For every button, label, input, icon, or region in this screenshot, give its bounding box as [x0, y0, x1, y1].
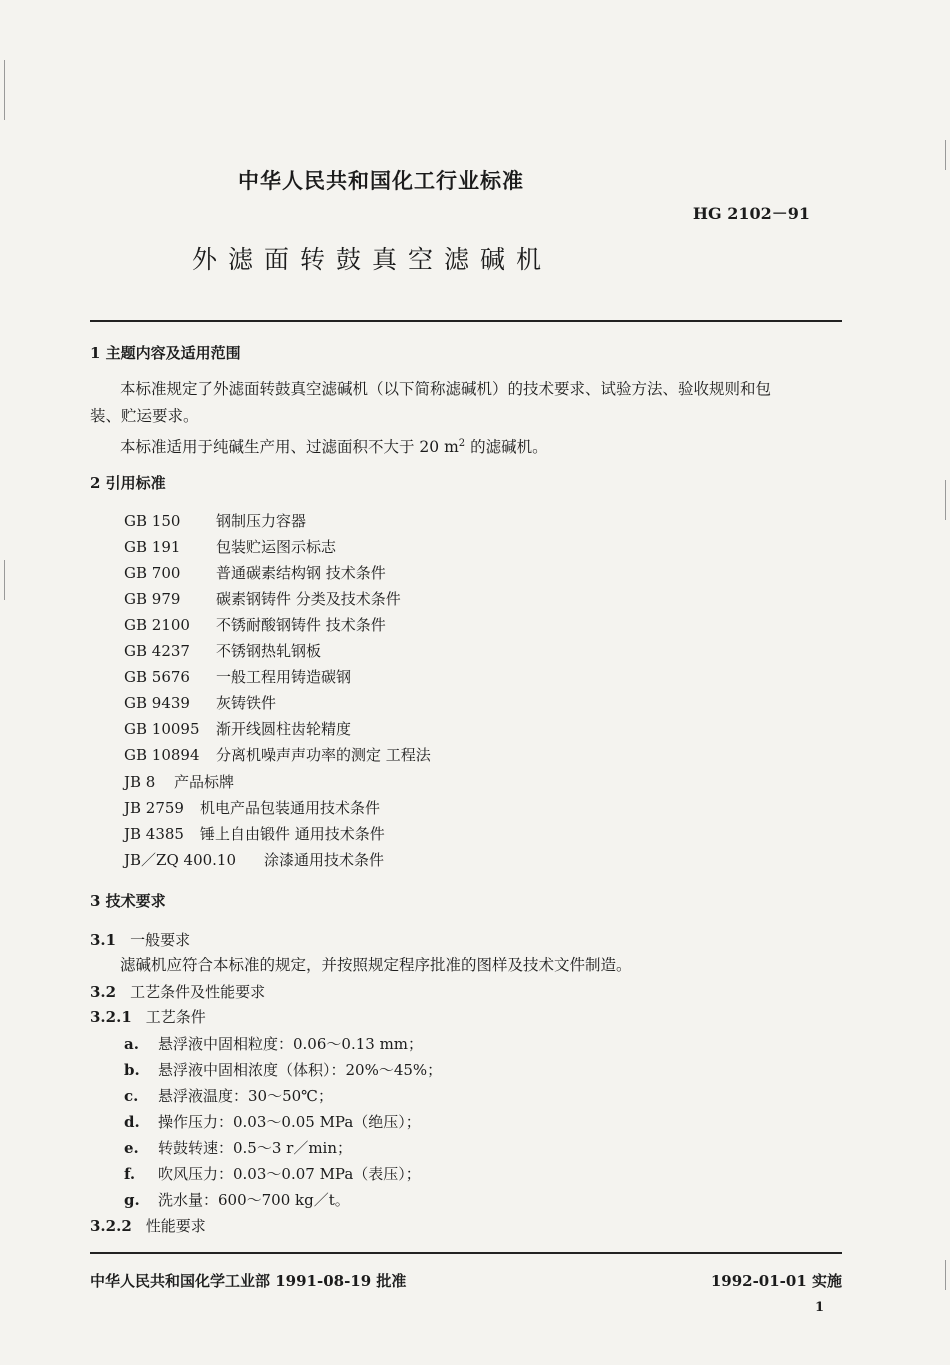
reference-code: JB／ZQ 400.10: [124, 851, 237, 869]
item-text: 洗水量：600～700 kg／t。: [158, 1191, 350, 1209]
reference-item: [124, 849, 384, 870]
item-text: 悬浮液中固相浓度（体积）：20%～45%；: [158, 1061, 443, 1079]
reference-code: GB 2100: [124, 616, 190, 634]
paragraph-2-text: 本标准适用于纯碱生产用、过滤面积不大于 20 m: [120, 438, 459, 457]
reference-code: GB 5676: [124, 668, 190, 686]
section-1-paragraph-1-line-1: 本标准规定了外滤面转鼓真空滤碱机（以下简称滤碱机）的技术要求、试验方法、验收规则和包: [120, 380, 772, 398]
reference-item: [124, 536, 336, 557]
reference-code: GB 10894: [124, 746, 200, 764]
reference-item: [124, 666, 351, 687]
reference-item: [124, 771, 234, 792]
reference-name: 一般工程用铸造碳钢: [216, 668, 352, 686]
reference-name: 产品标牌: [174, 773, 235, 791]
reference-code: GB 10095: [124, 720, 200, 738]
reference-code: GB 150: [124, 512, 181, 530]
reference-name: 灰铸铁件: [216, 694, 277, 712]
reference-name: 锤上自由锻件 通用技术条件: [200, 825, 385, 843]
scan-edge-mark: [945, 480, 946, 520]
subsection-title: 一般要求: [130, 931, 191, 949]
reference-item: [124, 744, 431, 765]
subsection-3-2-2-heading: [90, 1215, 206, 1236]
item-text: 悬浮液温度：30～50℃；: [158, 1087, 333, 1105]
reference-item: [124, 640, 321, 661]
item-label: b.: [124, 1061, 140, 1079]
item-text: 悬浮液中固相粒度：0.06～0.13 mm；: [158, 1035, 424, 1053]
item-label: c.: [124, 1087, 139, 1105]
condition-item: [124, 1033, 423, 1054]
condition-item: [124, 1085, 333, 1106]
subsection-title: 工艺条件: [145, 1008, 206, 1026]
reference-name: 机电产品包装通用技术条件: [200, 799, 381, 817]
reference-name: 不锈钢热轧钢板: [216, 642, 322, 660]
reference-item: [124, 562, 386, 583]
item-label: a.: [124, 1035, 139, 1053]
condition-item: [124, 1163, 421, 1184]
reference-item: [124, 718, 351, 739]
condition-item: [124, 1111, 421, 1132]
section-1-paragraph-1-line-2: 装、贮运要求。: [90, 407, 199, 425]
implementation-date: 1992-01-01 实施: [710, 1272, 842, 1290]
reference-name: 包装贮运图示标志: [216, 538, 337, 556]
subsection-3-2-heading: [90, 981, 265, 1002]
subsection-title: 性能要求: [145, 1217, 206, 1235]
reference-item: [124, 588, 401, 609]
item-text: 吹风压力：0.03～0.07 MPa（表压）；: [158, 1165, 421, 1183]
subsection-3-2-1-heading: [90, 1006, 206, 1027]
subsection-3-1-heading: [90, 929, 190, 950]
page-number: 1: [814, 1300, 824, 1315]
reference-name: 渐开线圆柱齿轮精度: [216, 720, 352, 738]
subsection-3-1-text: 滤碱机应符合本标准的规定，并按照规定程序批准的图样及技术文件制造。: [120, 956, 632, 974]
reference-item: [124, 823, 385, 844]
item-label: e.: [124, 1139, 139, 1157]
item-text: 转鼓转速：0.5～3 r／min；: [158, 1139, 353, 1157]
reference-code: GB 979: [124, 590, 181, 608]
scan-edge-mark: [945, 140, 946, 170]
condition-item: [124, 1137, 352, 1158]
reference-name: 钢制压力容器: [216, 512, 307, 530]
reference-item: [124, 797, 380, 818]
reference-item: [124, 510, 306, 531]
header-rule: [90, 320, 842, 322]
area-unit-superscript: 2: [458, 438, 466, 449]
reference-code: GB 191: [124, 538, 181, 556]
reference-code: JB 4385: [124, 825, 184, 843]
item-text: 操作压力：0.03～0.05 MPa（绝压）；: [158, 1113, 421, 1131]
condition-item: [124, 1059, 442, 1080]
item-label: g.: [124, 1191, 140, 1209]
subsection-number: 3.1: [90, 931, 117, 949]
section-3-title: 3 技术要求: [90, 892, 166, 910]
document-title: 外滤面转鼓真空滤碱机: [192, 245, 553, 274]
reference-name: 普通碳素结构钢 技术条件: [216, 564, 386, 582]
section-2-title: 2 引用标准: [90, 474, 166, 492]
condition-item: [124, 1189, 350, 1210]
reference-name: 碳素钢铸件 分类及技术条件: [216, 590, 401, 608]
section-1-title: 1 主题内容及适用范围: [90, 344, 241, 362]
paragraph-2-suffix: 的滤碱机。: [465, 438, 548, 457]
reference-name: 涂漆通用技术条件: [264, 851, 385, 869]
reference-item: [124, 692, 276, 713]
reference-code: JB 2759: [124, 799, 184, 817]
section-1-paragraph-2: [120, 431, 548, 460]
item-label: f.: [124, 1165, 136, 1183]
footer-rule: [90, 1252, 842, 1254]
reference-code: GB 4237: [124, 642, 190, 660]
standard-code: HG 2102－91: [692, 204, 810, 223]
item-label: d.: [124, 1113, 140, 1131]
subsection-number: 3.2.2: [90, 1217, 132, 1235]
reference-code: JB 8: [124, 773, 156, 791]
subsection-number: 3.2: [90, 983, 117, 1001]
subsection-number: 3.2.1: [90, 1008, 132, 1026]
subsection-title: 工艺条件及性能要求: [130, 983, 266, 1001]
scan-edge-mark: [4, 560, 5, 600]
standard-header: 中华人民共和国化工行业标准: [238, 168, 524, 193]
reference-code: GB 9439: [124, 694, 190, 712]
reference-name: 不锈耐酸钢铸件 技术条件: [216, 616, 386, 634]
scan-edge-mark: [945, 1260, 946, 1290]
reference-code: GB 700: [124, 564, 181, 582]
scan-edge-mark: [4, 60, 5, 120]
reference-name: 分离机噪声声功率的测定 工程法: [216, 746, 431, 764]
approval-line: 中华人民共和国化学工业部 1991-08-19 批准: [90, 1272, 407, 1290]
reference-item: [124, 614, 386, 635]
